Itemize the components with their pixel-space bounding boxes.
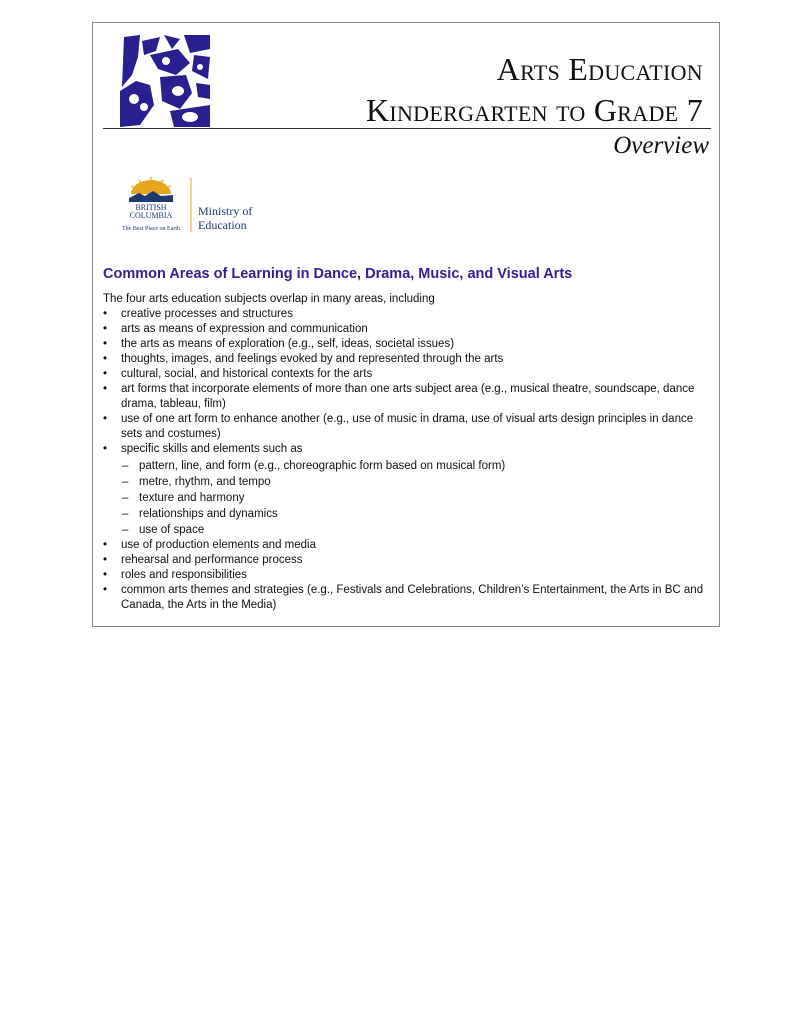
ministry-line-1: Ministry of <box>198 204 253 218</box>
bullet-list <box>103 307 713 613</box>
list-item <box>103 568 713 583</box>
list-item <box>103 412 713 442</box>
list-item-text: creative processes and structures <box>121 308 293 320</box>
list-item-text: common arts themes and strategies (e.g., Festivals and Celebrations, Children’s Entertainment, the Arts in BC and Canada, the Arts in the Media) <box>121 584 704 611</box>
list-item <box>103 307 713 322</box>
arts-education-logo <box>120 35 210 127</box>
sunburst-icon <box>129 177 173 202</box>
list-item <box>103 337 713 352</box>
province-line-2: COLUMBIA <box>129 211 173 220</box>
list-item <box>103 352 713 367</box>
document-title-line-1: Arts Education <box>496 51 703 87</box>
section-body <box>103 292 713 613</box>
bc-ministry-logo <box>117 176 267 236</box>
list-item <box>103 553 713 568</box>
list-item-text: specific skills and elements such as <box>121 443 303 455</box>
province-tagline: The Best Place on Earth <box>122 226 180 232</box>
sub-list <box>121 458 713 538</box>
list-item-text: arts as means of expression and communication <box>121 323 368 335</box>
sub-list-item: – relationships and dynamics <box>121 506 713 522</box>
list-item <box>103 322 713 337</box>
list-item-text: the arts as means of exploration (e.g., self, ideas, societal issues) <box>121 338 455 350</box>
intro-paragraph: The four arts education subjects overlap in many areas, including <box>103 293 435 305</box>
sub-list-item: – texture and harmony <box>121 490 713 506</box>
list-item <box>103 538 713 553</box>
list-item-text: art forms that incorporate elements of more than one arts subject area (e.g., musical theatre, soundscape, dance drama, tableau, film) <box>121 383 695 410</box>
list-item <box>103 583 713 613</box>
province-line-1: BRITISH <box>135 203 167 212</box>
ministry-line-2: Education <box>198 218 247 232</box>
list-item-text: rehearsal and performance process <box>121 554 303 566</box>
list-item-text: roles and responsibilities <box>121 569 247 581</box>
list-item-text: thoughts, images, and feelings evoked by and represented through the arts <box>121 353 504 365</box>
list-item <box>103 367 713 382</box>
sub-list-item: – pattern, line, and form (e.g., choreographic form based on musical form) <box>121 458 713 474</box>
list-item <box>103 382 713 412</box>
sub-list-item: – use of space <box>121 522 713 538</box>
document-subtitle: Overview <box>613 132 709 159</box>
list-item-text: cultural, social, and historical contexts for the arts <box>121 368 373 380</box>
document-title-line-2: Kindergarten to Grade 7 <box>365 92 703 128</box>
list-item-text: use of one art form to enhance another (e.g., use of music in drama, use of visual arts design principles in dance sets and costumes) <box>121 413 694 440</box>
section-heading: Common Areas of Learning in Dance, Drama, Music, and Visual Arts <box>103 266 573 282</box>
header-divider <box>103 128 711 129</box>
list-item <box>103 442 713 538</box>
sub-list-item: – metre, rhythm, and tempo <box>121 474 713 490</box>
list-item-text: use of production elements and media <box>121 539 316 551</box>
